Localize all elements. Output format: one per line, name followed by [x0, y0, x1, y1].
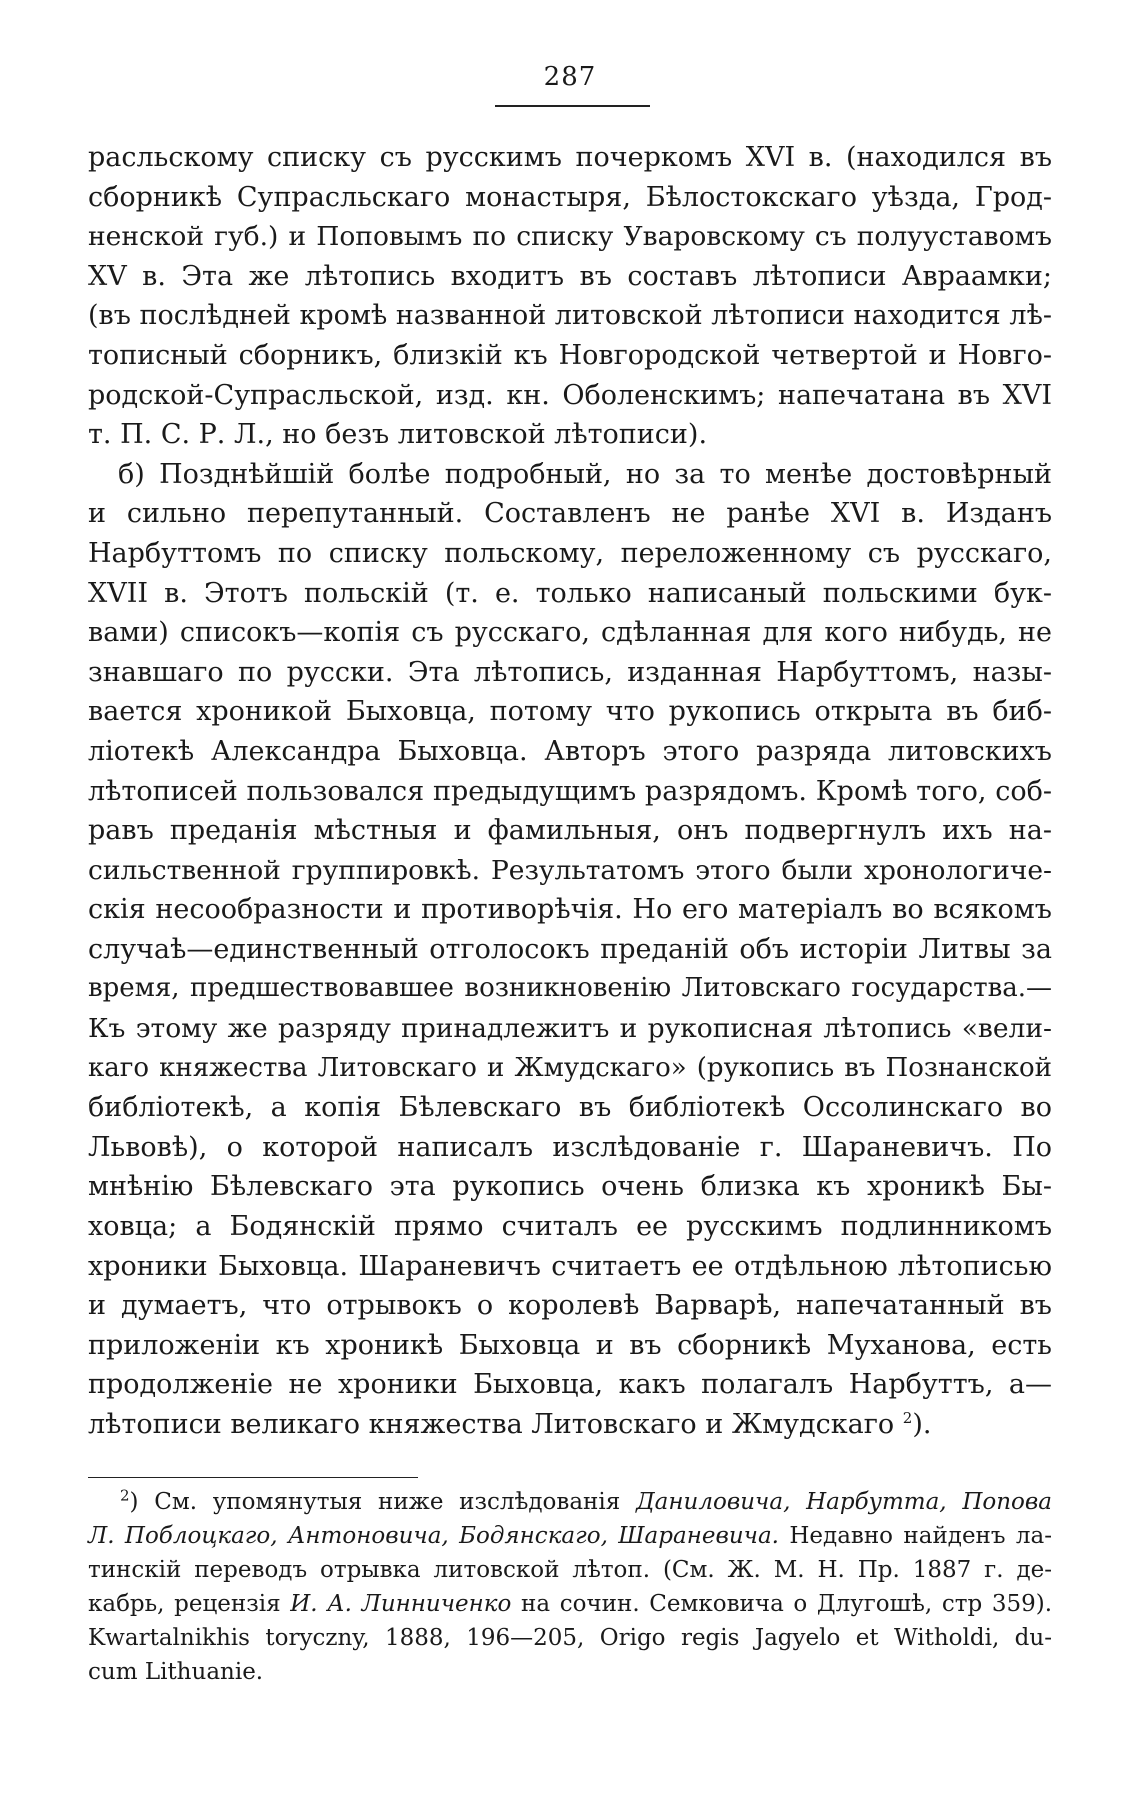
footnote-text: на сочин. Семковича о Длугошѣ, стр 359). — [511, 1591, 1052, 1617]
footnote-authors: Даниловича, Нарбутта, Попова — [635, 1489, 1053, 1515]
footnote-line — [88, 1485, 1052, 1519]
footnote-author: И. А. Линниченко — [290, 1591, 512, 1617]
text-line: Львовѣ), о которой написалъ изслѣдованіе г. Шараневичъ. По — [88, 1131, 1052, 1163]
text-line: тописный сборникъ, близкій къ Новгородской четвертой и Новго- — [88, 339, 1052, 371]
text-line: родской-Супрасльской, изд. кн. Оболенскимъ; напечатана въ XVI — [88, 379, 1052, 411]
text-line: (въ послѣдней кромѣ названной литовской лѣтописи находится лѣ- — [88, 300, 1052, 332]
text-line: сильственной группировкѣ. Результатомъ этого были хронологиче- — [88, 854, 1052, 886]
page-number: 287 — [543, 62, 597, 92]
text-line: Къ этому же разряду принадлежитъ и рукописная лѣтопись «вели- — [88, 1013, 1052, 1045]
footnote-authors: Л. Поблоцкаго, Антоновича, Бодянскаго, Шараневича. — [88, 1523, 779, 1549]
footnote-marker: 2 — [120, 1486, 130, 1505]
main-text — [88, 138, 1052, 1445]
text-line: т. П. С. Р. Л., но безъ литовской лѣтописи). — [88, 419, 708, 451]
text-line: хроники Быховца. Шараневичъ считаетъ ее отдѣльною лѣтописью — [88, 1250, 1052, 1282]
text-line: и думаетъ, что отрывокъ о королевѣ Варварѣ, напечатанный въ — [88, 1290, 1052, 1322]
text-line: ліотекѣ Александра Быховца. Авторъ этого разряда литовскихъ — [88, 735, 1052, 767]
text-line: каго княжества Литовскаго и Жмудскаго» (рукопись въ Познанской — [88, 1052, 1052, 1083]
text-line: время, предшествовавшее возникновенію Литовскаго государства.— — [88, 973, 1052, 1004]
text-line: лѣтописей пользовался предыдущимъ разрядомъ. Кромѣ того, соб- — [88, 775, 1052, 807]
footnote-line: тинскій переводъ отрывка литовской лѣтоп. (См. Ж. М. Н. Пр. 1887 г. де- — [88, 1557, 1052, 1583]
footnote-line — [88, 1587, 1052, 1621]
footnote-line — [88, 1519, 1052, 1553]
text-line: вается хроникой Быховца, потому что рукопись открыта въ биб- — [88, 696, 1052, 728]
text-line: мнѣнію Бѣлевскаго эта рукопись очень близка къ хроникѣ Бы- — [88, 1171, 1052, 1203]
footnote-line: Kwartalnikhis toryczny, 1888, 196—205, Origo regis Jagyelo et Witholdi, du- — [88, 1625, 1052, 1651]
text-line: продолженіе не хроники Быховца, какъ полагалъ Нарбуттъ, а— — [88, 1369, 1052, 1401]
text-line: Нарбуттомъ по списку польскому, переложенному съ русскаго, — [88, 537, 1052, 569]
footnote-text: кабрь, рецензія — [88, 1591, 291, 1617]
text-line: лѣтописи великаго княжества Литовскаго и Жмудскаго — [88, 1409, 895, 1440]
text-line-final — [88, 1405, 1052, 1445]
text-line: равъ преданія мѣстныя и фамильныя, онъ подвергнулъ ихъ на- — [88, 815, 1052, 847]
text-line: расльскому списку съ русскимъ почеркомъ XVI в. (находился въ — [88, 142, 1052, 173]
text-line: ховца; а Бодянскій прямо считалъ ее русскимъ подлинникомъ — [88, 1211, 1052, 1243]
text-line: и сильно перепутанный. Составленъ не ранѣе XVI в. Изданъ — [88, 498, 1052, 530]
text-line: библіотекѣ, а копія Бѣлевскаго въ библіотекѣ Оссолинскаго во — [88, 1092, 1052, 1124]
footnote-text: Недавно найденъ ла- — [778, 1523, 1052, 1549]
text-line: вами) списокъ—копія съ русскаго, сдѣланная для кого нибудь, не — [88, 617, 1052, 649]
footnote-line: cum Lithuanie. — [88, 1659, 264, 1685]
text-line: приложеніи къ хроникѣ Быховца и въ сборникѣ Муханова, есть — [88, 1329, 1052, 1361]
text-line: сборникѣ Супрасльскаго монастыря, Бѣлостокскаго уѣзда, Грод- — [88, 181, 1052, 213]
text-line: XVII в. Этотъ польскій (т. е. только написаный польскими бук- — [88, 577, 1052, 609]
footnote — [88, 1485, 1052, 1689]
text-line: XV в. Эта же лѣтопись входитъ въ составъ лѣтописи Авраамки; — [88, 260, 1052, 292]
footnote-rule — [88, 1477, 418, 1478]
footnote-ref: 2 — [902, 1409, 913, 1427]
header-rule — [495, 105, 650, 107]
text-line: скія несообразности и противорѣчія. Но его матеріалъ во всякомъ — [88, 894, 1052, 926]
text-line: случаѣ—единственный отголосокъ преданій объ исторіи Литвы за — [88, 933, 1052, 965]
text-line: знавшаго по русски. Эта лѣтопись, изданная Нарбуттомъ, назы- — [88, 656, 1052, 688]
text-line: б) Позднѣйшій болѣе подробный, но за то менѣе достовѣрный — [118, 458, 1052, 490]
text-line: ненской губ.) и Поповымъ по списку Уваровскому съ полууставомъ — [88, 221, 1052, 253]
text-line-tail: ). — [912, 1409, 932, 1440]
footnote-text: ) См. упомянутыя ниже изслѣдованія — [129, 1489, 636, 1515]
